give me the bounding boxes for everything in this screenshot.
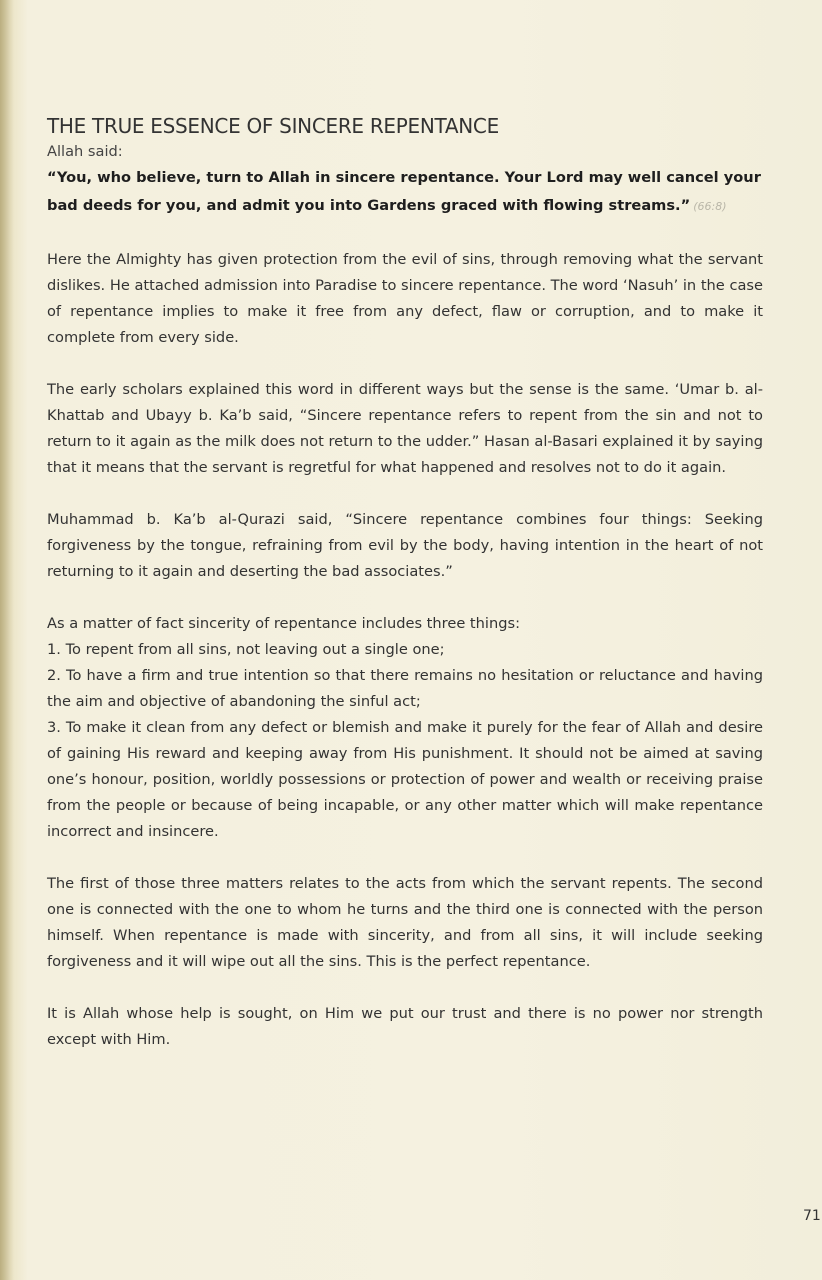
list-item-3: 3. To make it clean from any defect or blemish and make it purely for the fear of Allah and desire of gaining His reward and keeping away from His punishment. It should not be aimed at saving one’s honour, position, worldly possessions or protection of power and wealth or receiving praise from the people or because of being incapable, or any other matter which will make repentance incorrect and insincere. — [47, 719, 763, 840]
page-content — [47, 112, 763, 1053]
closing-paragraph-1: The first of those three matters relates to the acts from which the servant repents. The second one is connected with the one to whom he turns and the third one is connected with the person himself. When repentance is made with sincerity, and from all sins, it will include seeking forgiveness and it will wipe out all the sins. This is the perfect repentance. — [47, 875, 763, 970]
spacer — [47, 975, 763, 1001]
spacer — [47, 221, 763, 247]
spacer — [47, 585, 763, 611]
paragraph-1: Here the Almighty has given protection from the evil of sins, through removing what the servant dislikes. He attached admission into Paradise to sincere repentance. The word ‘Nasuh’ in the case of repentance implies to make it free from any defect, flaw or corruption, and to make it complete from every side. — [47, 251, 763, 346]
spacer — [47, 845, 763, 871]
list-item-1: 1. To repent from all sins, not leaving out a single one; — [47, 641, 445, 658]
list-intro: As a matter of fact sincerity of repentance includes three things: — [47, 615, 520, 632]
quote-text: “You, who believe, turn to Allah in sincere repentance. Your Lord may well cancel your bad deeds for you, and admit you into Gardens graced with flowing streams.” — [47, 169, 761, 214]
page-title: THE TRUE ESSENCE OF SINCERE REPENTANCE — [47, 114, 499, 138]
paragraph-3: Muhammad b. Ka’b al-Qurazi said, “Sincere repentance combines four things: Seeking forgiveness by the tongue, refraining from evil by the body, having intention in the heart of not returning to it again and deserting the bad associates.” — [47, 511, 763, 580]
quote-reference: (66:8) — [693, 200, 727, 213]
spacer — [47, 351, 763, 377]
closing-paragraph-2: It is Allah whose help is sought, on Him we put our trust and there is no power nor strength except with Him. — [47, 1005, 763, 1048]
list-item-2: 2. To have a firm and true intention so that there remains no hesitation or reluctance and having the aim and objective of abandoning the sinful act; — [47, 667, 763, 710]
quran-quote — [47, 164, 763, 221]
spine-shadow — [0, 0, 14, 1280]
intro-text: Allah said: — [47, 143, 123, 160]
page-number: 71 — [803, 1208, 821, 1224]
spacer — [47, 481, 763, 507]
paragraph-2: The early scholars explained this word in different ways but the sense is the same. ‘Umar b. al-Khattab and Ubayy b. Ka’b said, “Sincere repentance refers to repent from the sin and not to return to it again as the milk does not return to the udder.” Hasan al-Basari explained it by saying that it means that the servant is regretful for what happened and resolves not to do it again. — [47, 381, 763, 476]
